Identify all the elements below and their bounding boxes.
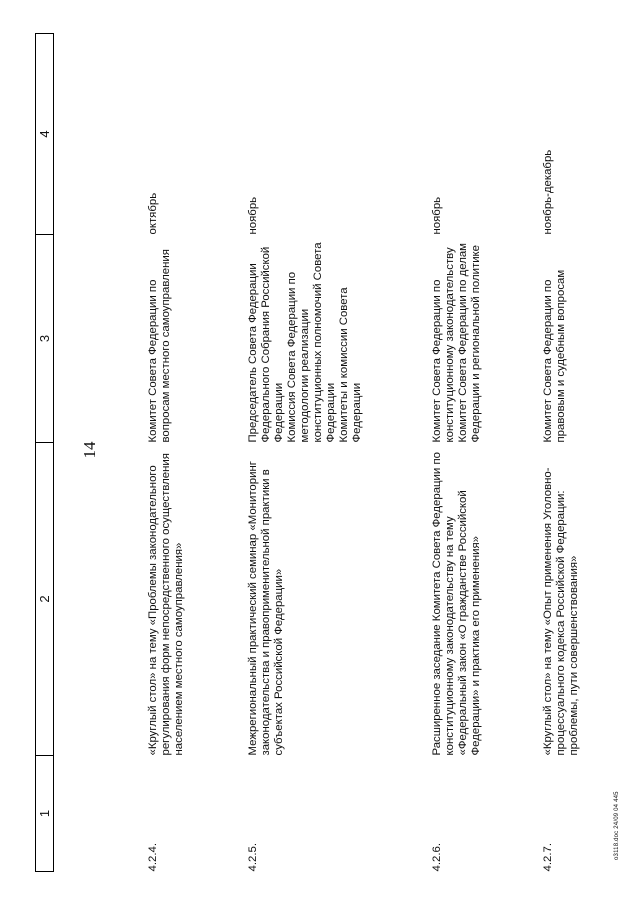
event-date: ноябрь-декабрь xyxy=(542,149,554,235)
event-date: ноябрь xyxy=(431,196,443,235)
responsible-body: Комитет Совета Федерации по конституционному законодательству Комитет Совета Федерации по делам Федерации и региональной политике xyxy=(431,242,482,443)
event-date: октябрь xyxy=(147,192,159,235)
row-number: 4.2.4. xyxy=(147,843,159,872)
document-footer-code: o3118.doc 24/09 04 445 xyxy=(614,791,620,860)
event-description: Межрегиональный практический семинар «Мониторинг законодательства и правоприменительной практики в субъектах Российской Федерации» xyxy=(247,461,285,756)
event-description: «Круглый стол» на тему «Опыт применения Уголовно-процессуального кодекса Российской Федерации: проблемы, пути совершенствования» xyxy=(542,467,580,756)
table-row xyxy=(542,34,602,872)
page-number: 14 xyxy=(80,441,99,459)
table-row xyxy=(247,34,431,872)
event-description: «Круглый стол» на тему «Проблемы законодательного регулирования форм непосредственного осуществления населением местного самоуправления» xyxy=(147,453,185,756)
header-col-2: 2 xyxy=(36,443,54,756)
responsible-body: Комитет Совета Федерации по вопросам местного самоуправления xyxy=(147,249,172,443)
responsible-body: Комитет Совета Федерации по правовым и судебным вопросам xyxy=(542,269,567,443)
header-col-3: 3 xyxy=(36,235,54,443)
event-description: Расширенное заседание Комитета Совета Федерации по конституционному законодательству на тему «Федеральный закон «О гражданстве Российской Федерации» и практика его применения» xyxy=(431,452,482,756)
row-number: 4.2.7. xyxy=(542,843,554,872)
row-number: 4.2.5. xyxy=(247,843,259,872)
header-row xyxy=(36,34,54,872)
table-row xyxy=(431,34,542,872)
row-number: 4.2.6. xyxy=(431,843,443,872)
header-col-1: 1 xyxy=(36,756,54,872)
plan-table xyxy=(35,33,602,872)
table-row xyxy=(147,34,247,872)
event-date: ноябрь xyxy=(247,196,259,235)
responsible-body: Председатель Совета Федерации Федерального Собрания Российской Федерации Комиссия Совета Федерации по методологии реализации конституционных полномочий Совета Федерации Комитеты и комиссии Совета Федерации xyxy=(247,242,363,443)
header-col-4: 4 xyxy=(36,34,54,235)
